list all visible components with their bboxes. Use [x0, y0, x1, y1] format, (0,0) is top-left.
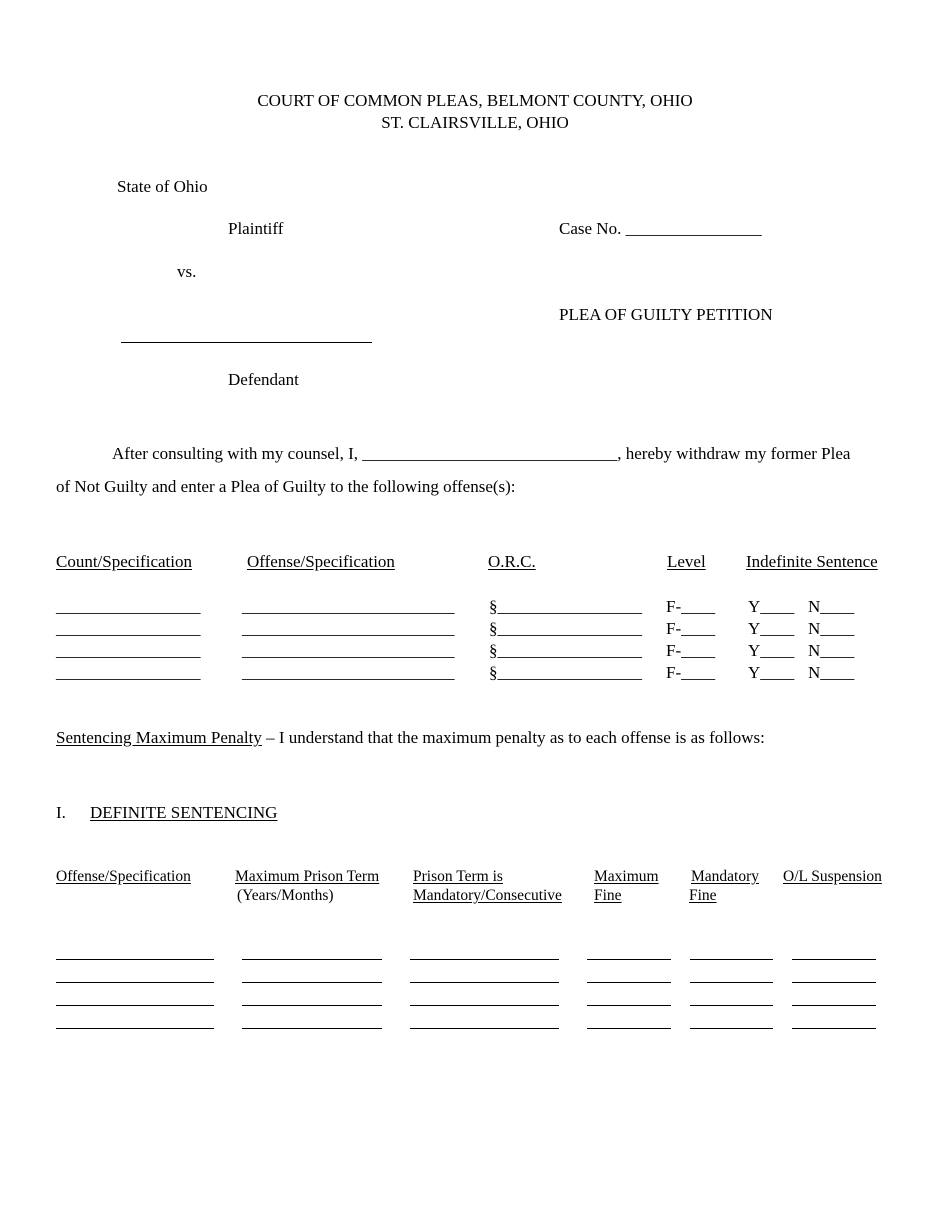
level-blank: F-____: [666, 597, 716, 616]
indefinite-no-blank: N____: [808, 663, 855, 682]
header-offense: Offense/Specification: [56, 868, 191, 885]
document-title: PLEA OF GUILTY PETITION: [559, 305, 773, 324]
count-blank: _________________: [56, 597, 201, 616]
offense-blank: _________________________: [242, 597, 455, 616]
ol-suspension-line: [792, 1028, 876, 1029]
ol-suspension-line: [792, 959, 876, 960]
header-offense-specification: Offense/Specification: [247, 552, 395, 571]
level-blank: F-____: [666, 663, 716, 682]
offense-blank: _________________________: [242, 663, 455, 682]
orc-blank: §_________________: [489, 641, 642, 660]
header-years-months: (Years/Months): [237, 887, 334, 904]
indefinite-yes-blank: Y____: [748, 619, 795, 638]
offense-line: [56, 982, 214, 983]
max-fine-line: [587, 982, 671, 983]
plaintiff-name: State of Ohio: [117, 177, 208, 196]
level-blank: F-____: [666, 619, 716, 638]
header-maximum-fine: Fine: [594, 887, 622, 904]
ol-suspension-line: [792, 1005, 876, 1006]
orc-blank: §_________________: [489, 597, 642, 616]
versus-label: vs.: [177, 262, 197, 281]
header-orc: O.R.C.: [488, 552, 536, 571]
indefinite-yes-blank: Y____: [748, 663, 795, 682]
orc-blank: §_________________: [489, 663, 642, 682]
intro-text-after: , hereby withdraw my former Plea: [617, 444, 851, 463]
header-mandatory: Mandatory: [691, 868, 760, 885]
counsel-name-blank: ______________________________: [362, 444, 618, 463]
offense-line: [56, 1028, 214, 1029]
penalty-statement: [56, 728, 765, 748]
max-fine-line: [587, 959, 671, 960]
court-title: COURT OF COMMON PLEAS, BELMONT COUNTY, OHIO: [257, 91, 693, 110]
count-blank: _________________: [56, 641, 201, 660]
defendant-name-line: [121, 342, 372, 343]
prison-term-line: [242, 959, 382, 960]
mandatory-fine-line: [690, 1005, 773, 1006]
intro-text-before: After consulting with my counsel, I,: [112, 444, 363, 463]
prison-term-line: [242, 982, 382, 983]
court-city: ST. CLAIRSVILLE, OHIO: [381, 113, 569, 132]
header-maximum: Maximum: [594, 868, 659, 885]
section-title: DEFINITE SENTENCING: [90, 803, 278, 822]
offense-blank: _________________________: [242, 641, 455, 660]
section-numeral: I.: [56, 803, 66, 822]
penalty-text: – I understand that the maximum penalty as to each offense is as follows:: [261, 728, 765, 747]
header-count-specification: Count/Specification: [56, 552, 192, 571]
mandatory-fine-line: [690, 982, 773, 983]
header-max-prison-term: Maximum Prison Term: [235, 868, 380, 885]
mandatory-line: [410, 959, 559, 960]
level-blank: F-____: [666, 641, 716, 660]
offense-blank: _________________________: [242, 619, 455, 638]
header-level: Level: [667, 552, 706, 571]
mandatory-fine-line: [690, 1028, 773, 1029]
prison-term-line: [242, 1005, 382, 1006]
plaintiff-label: Plaintiff: [228, 219, 284, 238]
header-mandatory-consecutive: Mandatory/Consecutive: [413, 887, 562, 904]
mandatory-line: [410, 1028, 559, 1029]
indefinite-no-blank: N____: [808, 597, 855, 616]
max-fine-line: [587, 1005, 671, 1006]
intro-line-2: of Not Guilty and enter a Plea of Guilty to the following offense(s):: [56, 477, 516, 496]
mandatory-fine-line: [690, 959, 773, 960]
defendant-label: Defendant: [228, 370, 299, 389]
offense-line: [56, 1005, 214, 1006]
offense-line: [56, 959, 214, 960]
header-prison-term-is: Prison Term is: [413, 868, 503, 885]
indefinite-no-blank: N____: [808, 641, 855, 660]
mandatory-line: [410, 982, 559, 983]
penalty-label: Sentencing Maximum Penalty: [56, 728, 262, 747]
mandatory-line: [410, 1005, 559, 1006]
intro-line-1: [112, 444, 850, 464]
case-number-field: Case No. ________________: [559, 219, 762, 238]
orc-blank: §_________________: [489, 619, 642, 638]
header-ol-suspension: O/L Suspension: [783, 868, 882, 885]
indefinite-yes-blank: Y____: [748, 597, 795, 616]
prison-term-line: [242, 1028, 382, 1029]
indefinite-no-blank: N____: [808, 619, 855, 638]
ol-suspension-line: [792, 982, 876, 983]
header-indefinite-sentence: Indefinite Sentence: [746, 552, 878, 571]
indefinite-yes-blank: Y____: [748, 641, 795, 660]
count-blank: _________________: [56, 663, 201, 682]
count-blank: _________________: [56, 619, 201, 638]
max-fine-line: [587, 1028, 671, 1029]
header-mandatory-fine: Fine: [689, 887, 717, 904]
